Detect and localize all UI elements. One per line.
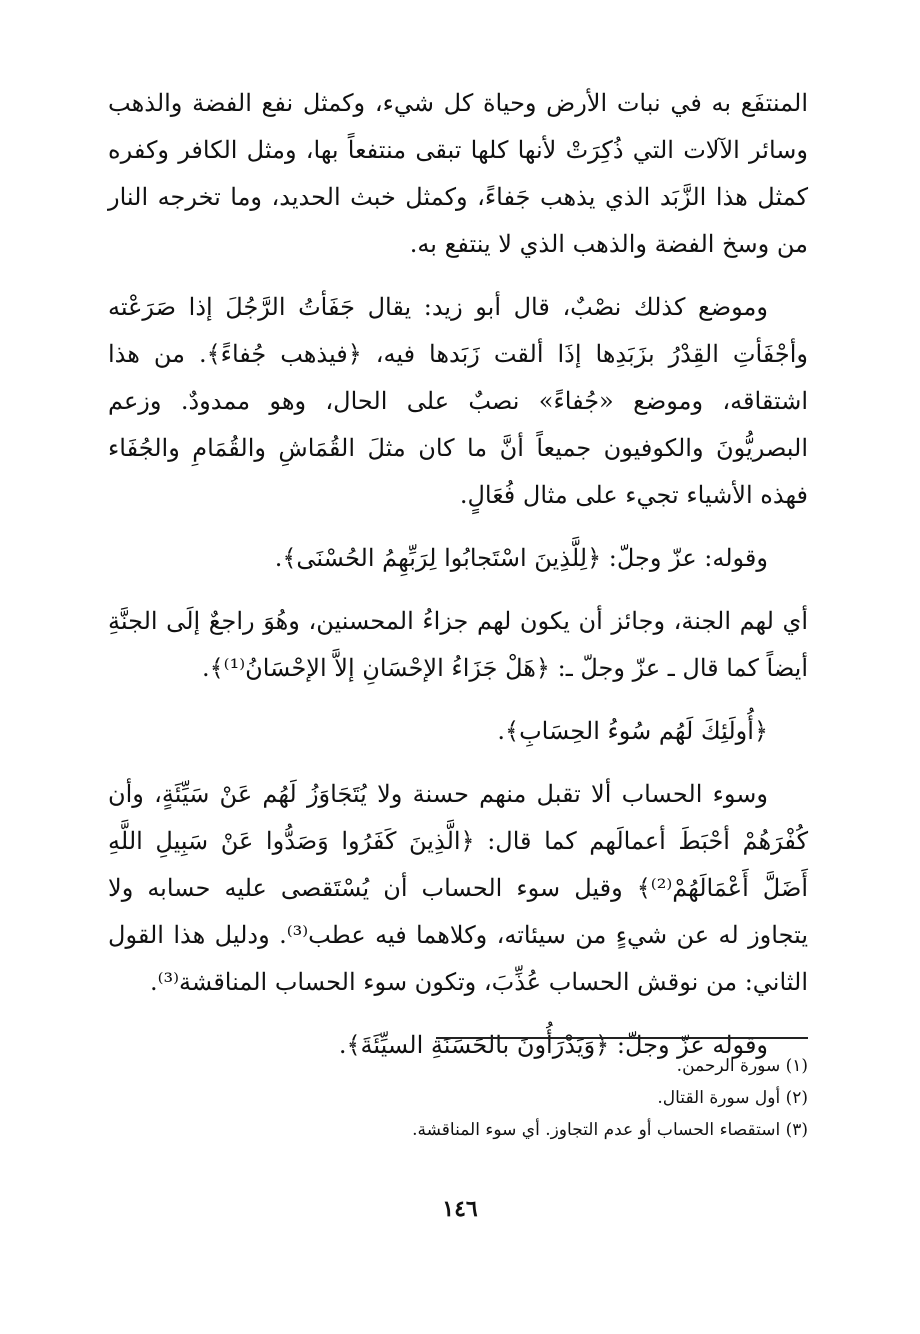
footnote-1: (١) سورة الرحمن. — [676, 1056, 808, 1076]
page-body — [108, 80, 808, 1069]
paragraph-2: وموضع كذلك نصْبٌ، قال أبو زيد: يقال جَفَأتُ الرَّجُلَ إذا صَرَعْته وأجْفَأتِ القِدْرُ بزَبَدِها إذَا ألقت زَبَدها فيه، ﴿فيذهب جُفاءً﴾. من هذا اشتقاقه، وموضع «جُفاءً» نصبٌ على الحال، وهو ممدودٌ. وزعم البصريُّونَ والكوفيون جميعاً أنَّ ما كان مثلَ القُمَاشِ والقُمَامِ والجُفَاء فهذه الأشياء تجيء على مثال فُعَالٍ. — [108, 293, 808, 509]
paragraph-1: المنتفَع به في نبات الأرض وحياة كل شيء، وكمثل نفع الفضة والذهب وسائر الآلات التي ذُكِرَتْ لأنها كلها تبقى منتفعاً بها، ومثل الكافر وكفره كمثل هذا الزَّبَد الذي يذهب جَفاءً، وكمثل خبث الحديد، وما تخرجه النار من وسخ الفضة والذهب الذي لا ينتفع به. — [108, 89, 808, 258]
paragraph-4: أي لهم الجنة، وجائز أن يكون لهم جزاءُ المحسنين، وهُوَ راجعٌ إلَى الجنَّةِ أيضاً كما قال ـ عزّ وجلّ ـ: ﴿هَلْ جَزَاءُ الإحْسَانِ إلاَّ الإحْسَانُ⁽¹⁾﴾. — [108, 607, 808, 682]
paragraph-5: ﴿أُولَئِكَ لَهُم سُوءُ الحِسَابِ﴾. — [497, 717, 768, 745]
paragraph-6: وسوء الحساب ألا تقبل منهم حسنة ولا يُتَجَاوَزُ لَهُم عَنْ سَيِّئَةٍ، وأن كُفْرَهُمْ أحْبَطَ أعمالَهم كما قال: ﴿الَّذِينَ كَفَرُوا وَصَدُّوا عَنْ سَبِيلِ اللَّهِ أَضَلَّ أَعْمَالَهُمْ⁽²⁾﴾ وقيل سوء الحساب أن يُسْتَقصى عليه حسابه ولا يتجاوز له عن شيءٍ من سيئاته، وكلاهما فيه عطب⁽³⁾. ودليل هذا القول الثاني: من نوقش الحساب عُذِّبَ، وتكون سوء الحساب المناقشة⁽³⁾. — [108, 780, 808, 996]
footnote-divider — [436, 1037, 808, 1039]
footnote-2: (٢) أول سورة القتال. — [657, 1088, 808, 1108]
paragraph-7: وقوله عزّ وجلّ: ﴿وَيَدْرَأُونَ بالحَسَنَةِ السيِّئَةَ﴾. — [338, 1031, 768, 1059]
footnote-3: (٣) استقصاء الحساب أو عدم التجاوز. أي سوء المناقشة. — [412, 1120, 808, 1140]
page-number: ١٤٦ — [442, 1196, 478, 1222]
paragraph-3: وقوله: عزّ وجلّ: ﴿لِلَّذِينَ اسْتَجابُوا لِرَبِّهِمُ الحُسْنَى﴾. — [274, 544, 768, 572]
footnotes — [108, 1050, 808, 1146]
